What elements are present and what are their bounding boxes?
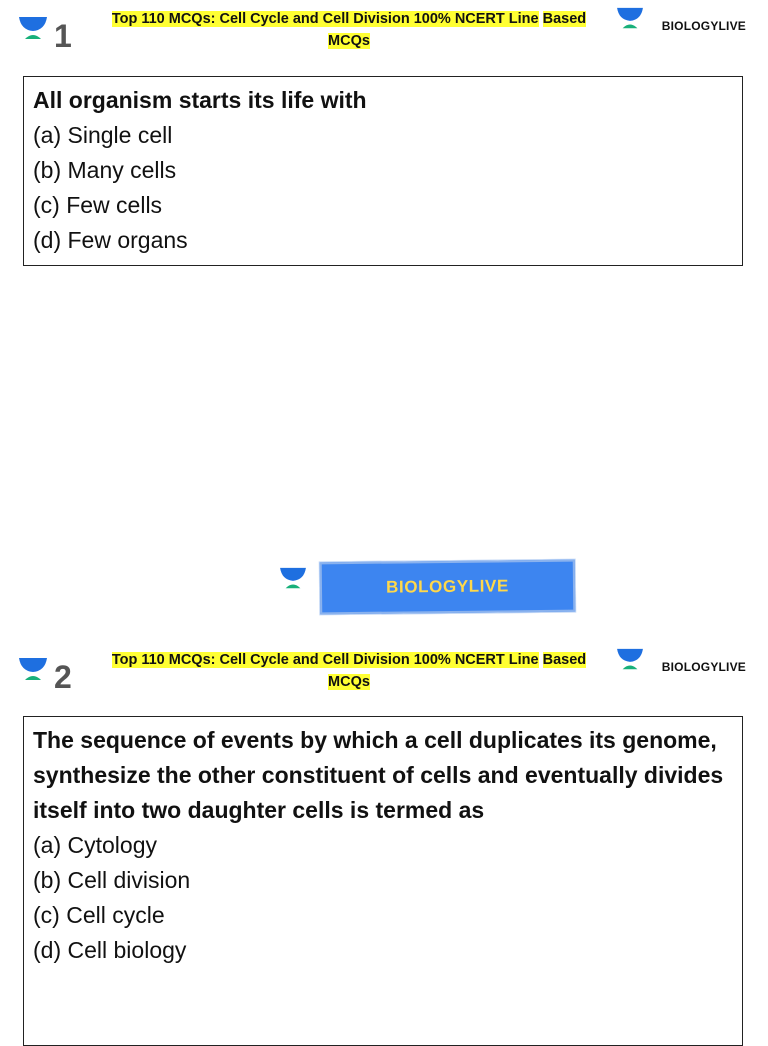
- option-d[interactable]: (d) Few organs: [33, 227, 188, 253]
- question-number: 1: [54, 18, 72, 54]
- option-b[interactable]: (b) Many cells: [33, 157, 177, 183]
- question-number: 2: [54, 659, 72, 695]
- brand-logo-icon: [18, 657, 48, 683]
- option-c[interactable]: (c) Few cells: [33, 192, 163, 218]
- option-b[interactable]: (b) Cell division: [33, 867, 191, 893]
- header-title: [84, 649, 614, 693]
- header-title-line2: MCQs: [328, 33, 370, 49]
- header-title-line1: Top 110 MCQs: Cell Cycle and Cell Division 100% NCERT Line: [111, 652, 539, 668]
- brand-banner[interactable]: [320, 560, 576, 615]
- header-title-word: Based: [542, 11, 587, 27]
- brand-logo-icon: [616, 7, 644, 31]
- header-title-word: Based: [542, 652, 587, 668]
- brand-name: BIOLOGYLIVE: [661, 19, 746, 33]
- brand-name: BIOLOGYLIVE: [661, 660, 746, 674]
- brand-logo-icon: [18, 16, 48, 42]
- option-c[interactable]: (c) Cell cycle: [33, 902, 165, 928]
- option-a[interactable]: (a) Single cell: [33, 122, 173, 148]
- question-text: All organism starts its life with: [33, 87, 367, 113]
- header-title-line1: Top 110 MCQs: Cell Cycle and Cell Division 100% NCERT Line: [111, 11, 539, 27]
- question-box: [23, 716, 743, 1046]
- option-d[interactable]: (d) Cell biology: [33, 937, 187, 963]
- question-box: [23, 76, 743, 266]
- option-a[interactable]: (a) Cytology: [33, 832, 157, 858]
- question-text: The sequence of events by which a cell duplicates its genome, synthesize the other constituent of cells and eventually divides itself into two daughter cells is termed as: [33, 727, 724, 823]
- header-title-line2: MCQs: [328, 674, 370, 690]
- brand-logo-icon: [279, 567, 307, 591]
- brand-banner-label: BIOLOGYLIVE: [386, 576, 509, 597]
- header-title: [84, 8, 614, 52]
- brand-logo-icon: [616, 648, 644, 672]
